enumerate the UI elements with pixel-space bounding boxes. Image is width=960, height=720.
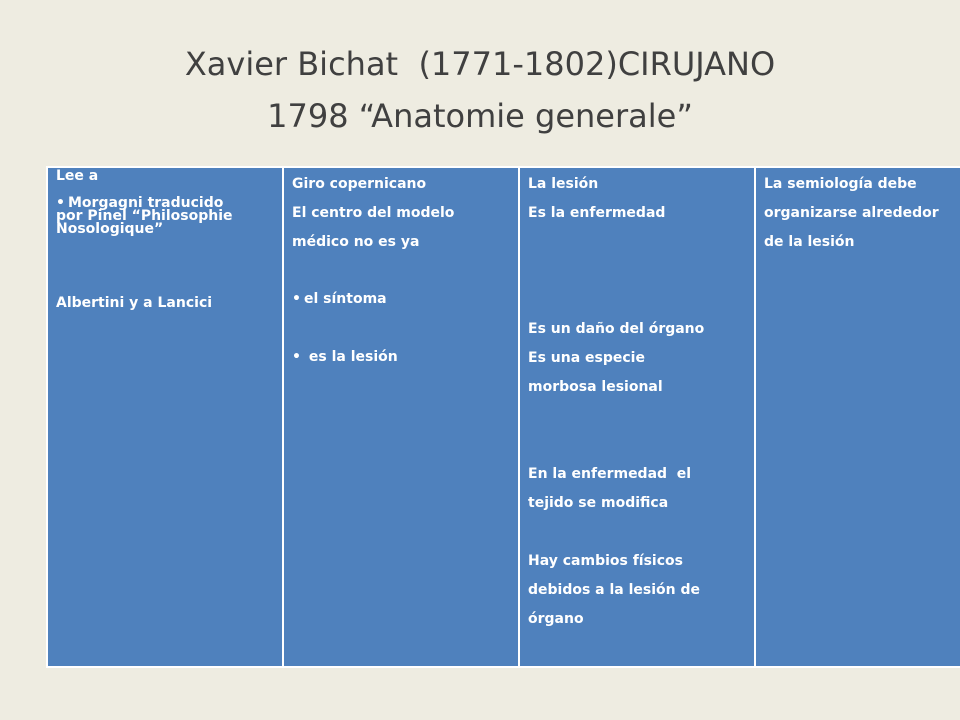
cell-1-heading: Lee a xyxy=(56,168,99,184)
cell-1-bullet xyxy=(56,197,266,236)
cell-2-bullet-1: • el síntoma xyxy=(292,285,510,314)
cell-1-bullet-line-1: Morgagni traducido xyxy=(68,195,224,211)
table-cell-3 xyxy=(519,167,755,667)
cell-3-line-1: La lesión xyxy=(528,176,599,192)
title-line-2: 1798 “Anatomie generale” xyxy=(267,97,693,135)
cell-1-bullet-line-3: Nosologique” xyxy=(56,221,164,237)
cell-3-line-6: En la enfermedad el xyxy=(528,466,692,482)
cell-3-line-4: Es una especie xyxy=(528,350,645,366)
cell-1-extra: Albertini y a Lancici xyxy=(56,295,213,311)
cell-3-line-7: tejido se modifica xyxy=(528,495,669,511)
table-cell-2 xyxy=(283,167,519,667)
cell-3-line-9: debidos a la lesión de xyxy=(528,582,701,598)
table-row xyxy=(47,167,960,667)
bullet-icon xyxy=(292,349,304,365)
cell-2-line-2: El centro del modelo xyxy=(292,205,455,221)
cell-3-line-10: órgano xyxy=(528,611,584,627)
cell-2-line-3: médico no es ya xyxy=(292,234,420,250)
cell-4-line-3: de la lesión xyxy=(764,234,855,250)
bullet-icon xyxy=(292,291,304,307)
cell-3-line-3: Es un daño del órgano xyxy=(528,321,705,337)
table-cell-1 xyxy=(47,167,283,667)
cell-2-bullet-2: • es la lesión xyxy=(292,343,510,372)
cell-1-bullet-line-2: por Pinel “Philosophie xyxy=(56,208,233,224)
cell-4-line-1: La semiología debe xyxy=(764,176,917,192)
cell-3-line-2: Es la enfermedad xyxy=(528,205,666,221)
slide-title xyxy=(0,38,960,142)
cell-4-line-2: organizarse alrededor xyxy=(764,205,939,221)
table-cell-4 xyxy=(755,167,960,667)
content-table xyxy=(46,166,960,668)
cell-3-line-5: morbosa lesional xyxy=(528,379,663,395)
cell-2-line-1: Giro copernicano xyxy=(292,176,427,192)
cell-3-line-8: Hay cambios físicos xyxy=(528,553,683,569)
title-line-1: Xavier Bichat (1771-1802)CIRUJANO xyxy=(184,45,776,83)
